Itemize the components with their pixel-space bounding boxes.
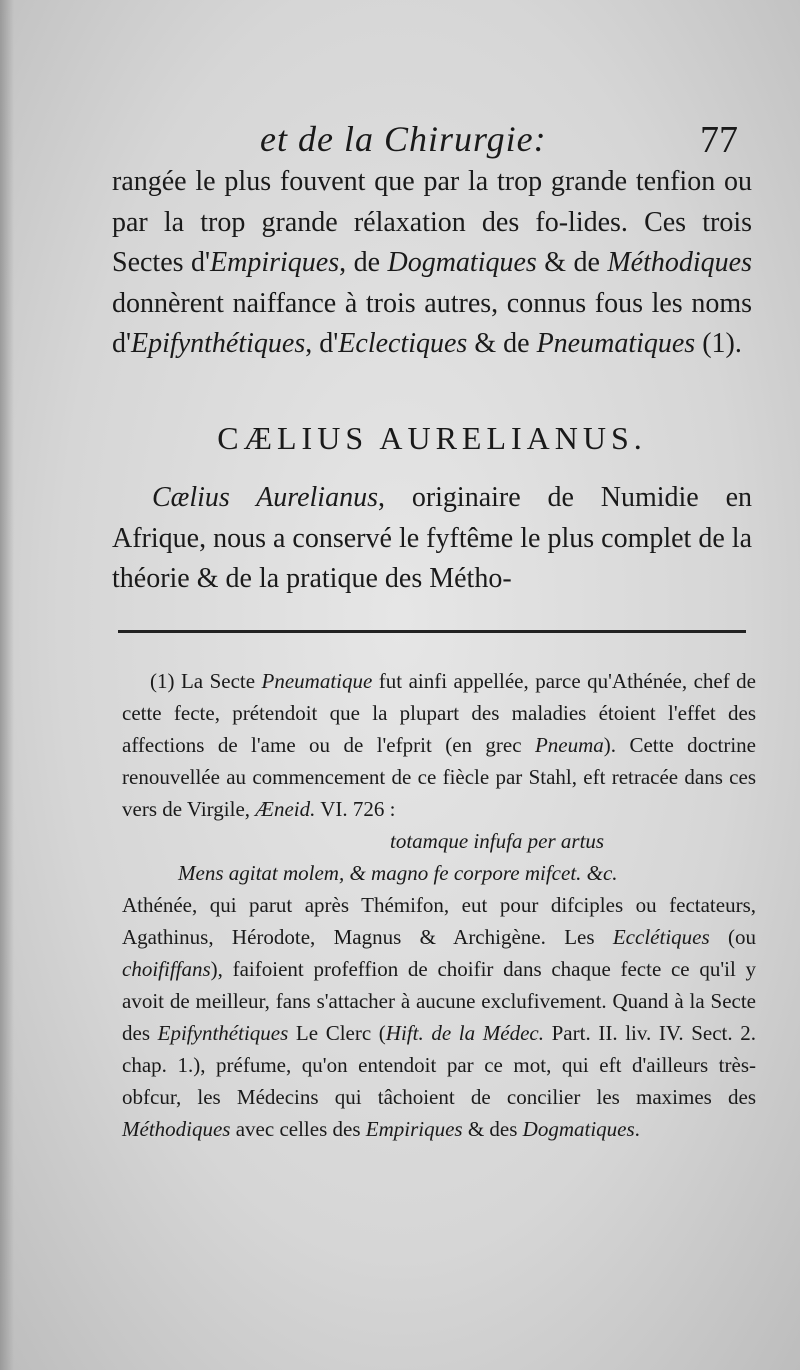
text-run: (ou bbox=[709, 925, 756, 949]
italic-text-run: Pneumatique bbox=[261, 669, 373, 693]
text-run: . bbox=[634, 1117, 640, 1141]
text-run: & de bbox=[467, 328, 537, 359]
italic-text-run: Méthodiques bbox=[607, 247, 752, 278]
text-run: & de bbox=[536, 247, 608, 278]
text-run: , de bbox=[339, 247, 388, 278]
text-run: Athénée, qui parut après Thémifon, eut pour difciples ou fectateurs, Agathinus, Hérodote, Magnus & Archigène. Les bbox=[122, 893, 756, 949]
text-run: , originaire de Numidie en Afrique, nous a conservé le fyftême le plus complet de la théorie & de la pratique des Métho- bbox=[112, 482, 752, 594]
italic-text-run: Epifynthétiques bbox=[157, 1021, 289, 1045]
text-run: avec celles des bbox=[230, 1117, 366, 1141]
page-edge-shadow bbox=[0, 0, 14, 1370]
italic-text-run: Pneumatiques bbox=[536, 328, 696, 359]
paragraph-2 bbox=[112, 478, 752, 600]
verse-line-1: totamque infufa per artus bbox=[390, 829, 605, 853]
footnote-paragraph-2 bbox=[122, 889, 756, 1145]
page-header bbox=[110, 118, 750, 162]
italic-text-run: Ecclétiques bbox=[612, 925, 710, 949]
text-run: (1). bbox=[695, 328, 742, 359]
text-run: VI. 726 : bbox=[315, 797, 396, 821]
text-run: Le Clerc ( bbox=[288, 1021, 386, 1045]
main-text-continued bbox=[112, 478, 752, 600]
main-text bbox=[112, 162, 752, 365]
text-run: donnèrent naiffance à trois autres, connus fous les noms d' bbox=[112, 287, 752, 359]
text-run: ), faifoient profeffion de choifir dans chaque fecte ce qu'il y avoit de meilleur, fans s'attacher à aucune exclufivement. Quand à la Secte des bbox=[122, 957, 756, 1045]
text-run: , d' bbox=[305, 328, 339, 359]
italic-text-run: Méthodiques bbox=[122, 1117, 231, 1141]
text-run: ). Cette doctrine renouvellée au commencement de ce fiècle par Stahl, eft retracée dans ces vers de Virgile, bbox=[122, 733, 756, 821]
running-head: et de la Chirurgie: bbox=[260, 119, 547, 159]
text-run: (1) La Secte bbox=[150, 669, 262, 693]
italic-text-run: Eclectiques bbox=[338, 328, 468, 359]
italic-text-run: Dogmatiques bbox=[522, 1117, 635, 1141]
italic-text-run: Æneid. bbox=[255, 797, 316, 821]
footnote bbox=[122, 665, 756, 1145]
verse-line-2: Mens agitat molem, & magno fe corpore mifcet. &c. bbox=[178, 861, 618, 885]
page-number: 77 bbox=[700, 119, 738, 161]
paragraph-1 bbox=[112, 162, 752, 365]
italic-text-run: Dogmatiques bbox=[387, 247, 537, 278]
footnote-separator bbox=[118, 630, 746, 633]
section-heading: CÆLIUS AURELIANUS. bbox=[217, 420, 647, 456]
italic-text-run: Pneuma bbox=[534, 733, 604, 757]
italic-text-run: Cælius Aurelianus bbox=[152, 482, 378, 513]
italic-text-run: Epifynthétiques bbox=[131, 328, 306, 359]
text-run: Part. II. liv. IV. Sect. 2. chap. 1.), préfume, qu'on entendoit par ce mot, qui eft d'ailleurs très-obfcur, les Médecins qui tâchoient de concilier les maximes des bbox=[122, 1021, 757, 1109]
italic-text-run: Empiriques bbox=[365, 1117, 463, 1141]
text-run: & des bbox=[462, 1117, 523, 1141]
italic-text-run: choififfans bbox=[122, 957, 211, 981]
italic-text-run: Empiriques bbox=[210, 247, 340, 278]
text-run: rangée le plus fouvent que par la trop grande tenfion ou par la trop grande rélaxation des fo-lides. Ces trois Sectes d' bbox=[112, 166, 752, 278]
italic-text-run: Hift. de la Médec. bbox=[385, 1021, 544, 1045]
text-run: fut ainfi appellée, parce qu'Athénée, chef de cette fecte, prétendoit que la plupart des maladies étoient l'effet des affections de l'ame ou de l'efprit (en grec bbox=[122, 669, 756, 757]
footnote-paragraph-1 bbox=[122, 665, 756, 825]
